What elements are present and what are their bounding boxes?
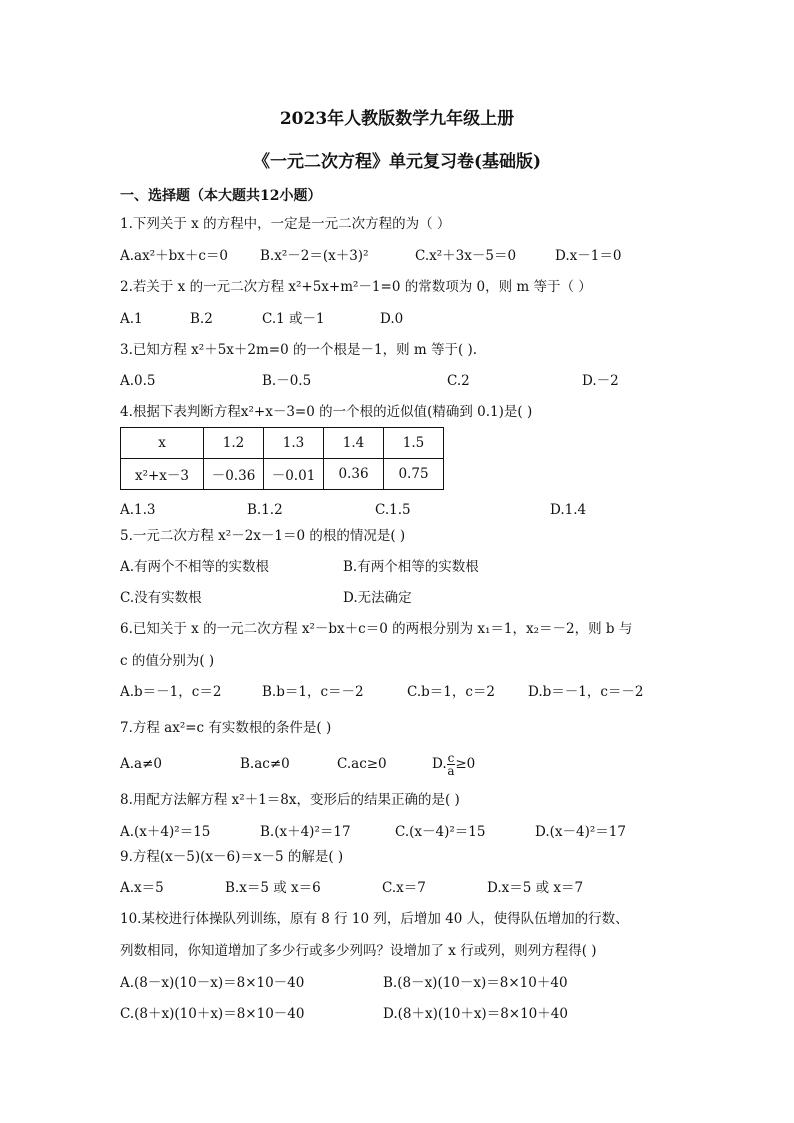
exam-title: 2023年人教版数学九年级上册: [279, 109, 515, 129]
question-7-option-a: A.a≠0: [120, 756, 162, 772]
question-9-option-d: D.x＝5 或 x＝7: [487, 880, 584, 896]
question-5-option-c: C.没有实数根: [120, 590, 202, 606]
question-3-option-c: C.2: [447, 373, 470, 389]
fraction-denominator: a: [447, 764, 455, 778]
option-d-suffix: ≥0: [455, 756, 476, 772]
question-1-option-b: B.x²－2＝(x＋3)²: [260, 248, 369, 264]
question-2-option-a: A.1: [120, 311, 143, 327]
question-8-option-c: C.(x－4)²＝15: [395, 824, 486, 840]
question-3-option-a: A.0.5: [120, 373, 156, 389]
question-1-option-a: A.ax²＋bx＋c＝0: [120, 248, 229, 264]
table-cell: 1.3: [264, 428, 324, 459]
table-cell: 0.36: [324, 459, 384, 490]
question-6-stem-line2: c 的值分别为( ): [120, 653, 215, 669]
table-cell: －0.36: [204, 459, 264, 490]
question-4-option-a: A.1.3: [120, 502, 156, 518]
question-8-option-b: B.(x＋4)²＝17: [260, 824, 351, 840]
question-9-option-c: C.x＝7: [382, 880, 426, 896]
question-10-option-b: B.(8－x)(10－x)＝8×10＋40: [383, 975, 568, 991]
question-10-option-a: A.(8－x)(10－x)＝8×10－40: [120, 975, 305, 991]
question-1-stem: 1.下列关于 x 的方程中，一定是一元二次方程的为（ ）: [120, 216, 451, 232]
question-6-option-c: C.b＝1，c＝2: [407, 684, 496, 700]
table-cell: －0.01: [264, 459, 324, 490]
question-9-option-b: B.x＝5 或 x＝6: [225, 880, 321, 896]
question-2-option-d: D.0: [380, 311, 404, 327]
question-10-option-c: C.(8＋x)(10＋x)＝8×10－40: [120, 1006, 305, 1022]
option-d-prefix: D.: [432, 756, 447, 772]
question-4-option-c: C.1.5: [375, 502, 411, 518]
question-5-option-d: D.无法确定: [343, 590, 412, 606]
question-6-stem-line1: 6.已知关于 x 的一元二次方程 x²－bx＋c＝0 的两根分别为 x₁＝1，x₂＝－2，则 b 与: [120, 621, 633, 637]
question-1-option-d: D.x－1＝0: [555, 248, 622, 264]
question-8-option-a: A.(x＋4)²＝15: [120, 824, 211, 840]
table-cell: 0.75: [384, 459, 444, 490]
question-3-option-b: B.－0.5: [262, 373, 312, 389]
question-8-option-d: D.(x－4)²＝17: [535, 824, 626, 840]
exam-subtitle: 《一元二次方程》单元复习卷(基础版): [252, 152, 542, 172]
question-6-option-b: B.b＝1，c＝－2: [262, 684, 364, 700]
table-cell: 1.2: [204, 428, 264, 459]
table-row: [121, 428, 444, 459]
question-3-stem: 3.已知方程 x²＋5x＋2m=0 的一个根是－1，则 m 等于( ).: [120, 342, 478, 358]
question-2-stem: 2.若关于 x 的一元二次方程 x²+5x+m²－1=0 的常数项为 0，则 m 等于（ ）: [120, 279, 592, 295]
question-4-option-b: B.1.2: [247, 502, 283, 518]
table-row: [121, 459, 444, 490]
question-4-stem: 4.根据下表判断方程x²+x－3=0 的一个根的近似值(精确到 0.1)是( ): [120, 404, 533, 420]
question-7-option-d: [432, 747, 475, 781]
question-2-option-c: C.1 或－1: [262, 311, 325, 327]
question-9-stem: 9.方程(x－5)(x－6)＝x－5 的解是( ): [120, 849, 344, 865]
question-4-option-d: D.1.4: [550, 502, 587, 518]
question-10-option-d: D.(8＋x)(10＋x)＝8×10＋40: [383, 1006, 568, 1022]
question-5-option-b: B.有两个相等的实数根: [343, 559, 479, 575]
question-8-stem: 8.用配方法解方程 x²＋1＝8x，变形后的结果正确的是( ): [120, 792, 460, 808]
question-9-option-a: A.x＝5: [120, 880, 164, 896]
question-10-stem-line2: 列数相同，你知道增加了多少行或多少列吗？设增加了 x 行或列，则列方程得( ): [120, 943, 597, 959]
section-heading: 一、选择题（本大题共12小题）: [120, 188, 322, 204]
table-cell: 1.5: [384, 428, 444, 459]
table-cell: x: [121, 428, 204, 459]
table-cell: 1.4: [324, 428, 384, 459]
table-cell: x²+x－3: [121, 459, 204, 490]
question-5-stem: 5.一元二次方程 x²－2x－1＝0 的根的情况是( ): [120, 528, 406, 544]
question-10-stem-line1: 10.某校进行体操队列训练，原有 8 行 10 列，后增加 40 人，使得队伍增加的行数、: [120, 911, 629, 927]
question-7-stem: 7.方程 ax²=c 有实数根的条件是( ): [120, 720, 332, 736]
question-5-option-a: A.有两个不相等的实数根: [120, 559, 270, 575]
question-3-option-d: D.－2: [582, 373, 619, 389]
question-6-option-a: A.b＝－1，c＝2: [120, 684, 222, 700]
fraction-numerator: c: [447, 751, 455, 765]
question-1-option-c: C.x²＋3x－5＝0: [415, 248, 517, 264]
question-6-option-d: D.b＝－1，c＝－2: [528, 684, 644, 700]
question-7-option-b: B.ac≠0: [240, 756, 290, 772]
question-7-option-c: C.ac≥0: [337, 756, 387, 772]
question-2-option-b: B.2: [190, 311, 213, 327]
values-table: [120, 427, 444, 490]
